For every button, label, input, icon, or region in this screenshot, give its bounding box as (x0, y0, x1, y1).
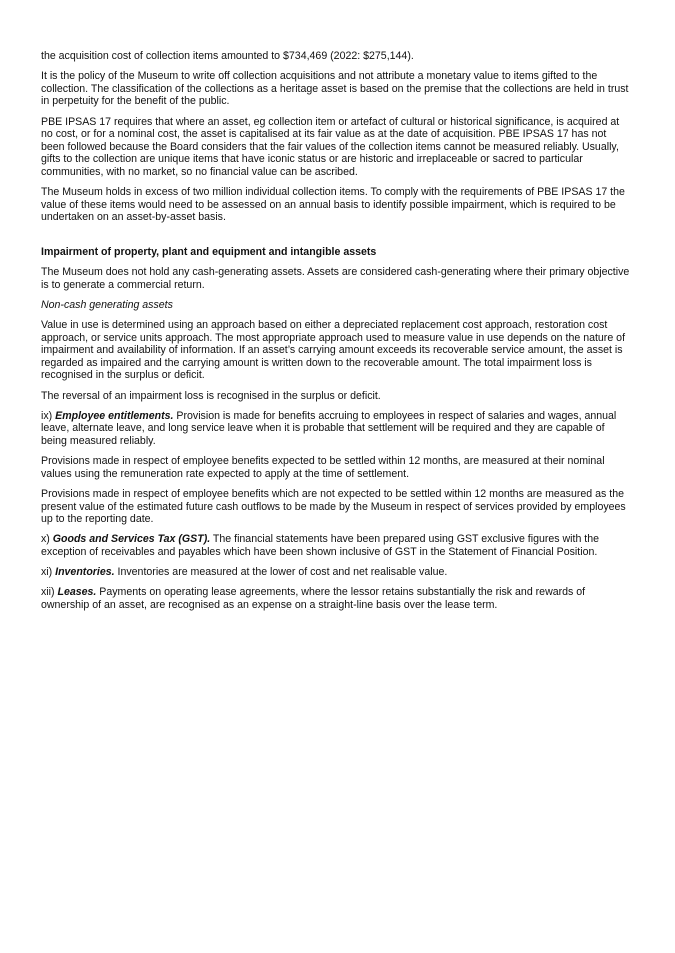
paragraph-collection-items: The Museum holds in excess of two million individual collection items. To comply with the requirements of PBE IPSAS 17 the value of these items would need to be assessed on an annual basis to identify possible impairment, which is required to be undertaken on an asset-by-asset basis. (41, 186, 625, 224)
paragraph-acquisition-cost: the acquisition cost of collection items amounted to $734,469 (2022: $275,144). (41, 50, 414, 62)
paragraph-provisions-12-months: Provisions made in respect of employee benefits expected to be settled within 12 months, are measured at their nominal values using the remuneration rate expected to apply at the time of settlement. (41, 455, 605, 480)
paragraph-provisions-not-12-months: Provisions made in respect of employee benefits which are not expected to be settled within 12 months are measured as the present value of the estimated future cash outflows to be made by the Museum in respect of services provided by employees up to the reporting date. (41, 487, 626, 526)
item-text: Inventories are measured at the lower of cost and net realisable value. (114, 566, 448, 579)
paragraph-write-off-policy: It is the policy of the Museum to write off collection acquisitions and not attribute a monetary value to items gifted to the collection. The classification of the collections as a heritage asset is based on the premise that the collections are held in trust in perpetuity for the benefit of the public. (41, 70, 629, 108)
item-text: The financial statements have been prepared using GST exclusive figures with the exception of receivables and payables which have been shown inclusive of GST in the Statement of Financial Position. (41, 533, 600, 558)
item-lead-leases: Leases. (57, 586, 97, 599)
item-number: x) (41, 533, 53, 546)
paragraph-impairment-reversal: The reversal of an impairment loss is recognised in the surplus or deficit. (41, 389, 381, 402)
item-number: xii) (41, 586, 58, 599)
paragraph-employee-entitlements (41, 410, 631, 448)
paragraph-gst (41, 533, 631, 558)
item-lead-gst: Goods and Services Tax (GST). (52, 533, 211, 546)
paragraph-pbe-ipsas-17: PBE IPSAS 17 requires that where an asset, eg collection item or artefact of cultural or historical significance, is acquired at no cost, or for a nominal cost, the asset is capitalised at its fair value as at the date of acquisition. PBE IPSAS 17 has not been followed because the Board considers that the fair values of the collection items cannot be measured reliably. Usually, gifts to the collection are unique items that have iconic status or are historic and irreplaceable or sacred to particular communities, with no market, so no financial value can be ascribed. (41, 115, 620, 178)
item-number: xi) (41, 566, 56, 579)
item-text: Payments on operating lease agreements, where the lessor retains substantially the risk and rewards of ownership of an asset, are recognised as an expense on a straight-line basis over the lease term. (41, 586, 586, 611)
item-lead-employee: Employee entitlements. (55, 409, 174, 422)
paragraph-inventories (41, 566, 631, 579)
item-text: Provision is made for benefits accruing to employees in respect of salaries and wages, annual leave, alternate leave, and long service leave when it is probable that settlement will be required and they are capable of being measured reliably. (41, 409, 617, 447)
section-heading-impairment: Impairment of property, plant and equipment and intangible assets (41, 245, 377, 258)
item-lead-inventories: Inventories. (55, 566, 115, 579)
paragraph-cash-generating: The Museum does not hold any cash-generating assets. Assets are considered cash-generating where their primary objective is to generate a commercial return. (41, 266, 630, 291)
subheading-non-cash: Non-cash generating assets (41, 298, 173, 311)
paragraph-value-in-use: Value in use is determined using an approach based on either a depreciated replacement cost approach, restoration cost approach, or service units approach. The most appropriate approach used to measure value in use depends on the nature of impairment and availability of information. If an asset’s carrying amount exceeds its recoverable service amount, the asset is regarded as impaired and the carrying amount is written down to the recoverable amount. The total impairment loss is recognised in the surplus or deficit. (41, 319, 626, 382)
item-number: ix) (41, 409, 56, 422)
paragraph-leases (41, 586, 631, 611)
